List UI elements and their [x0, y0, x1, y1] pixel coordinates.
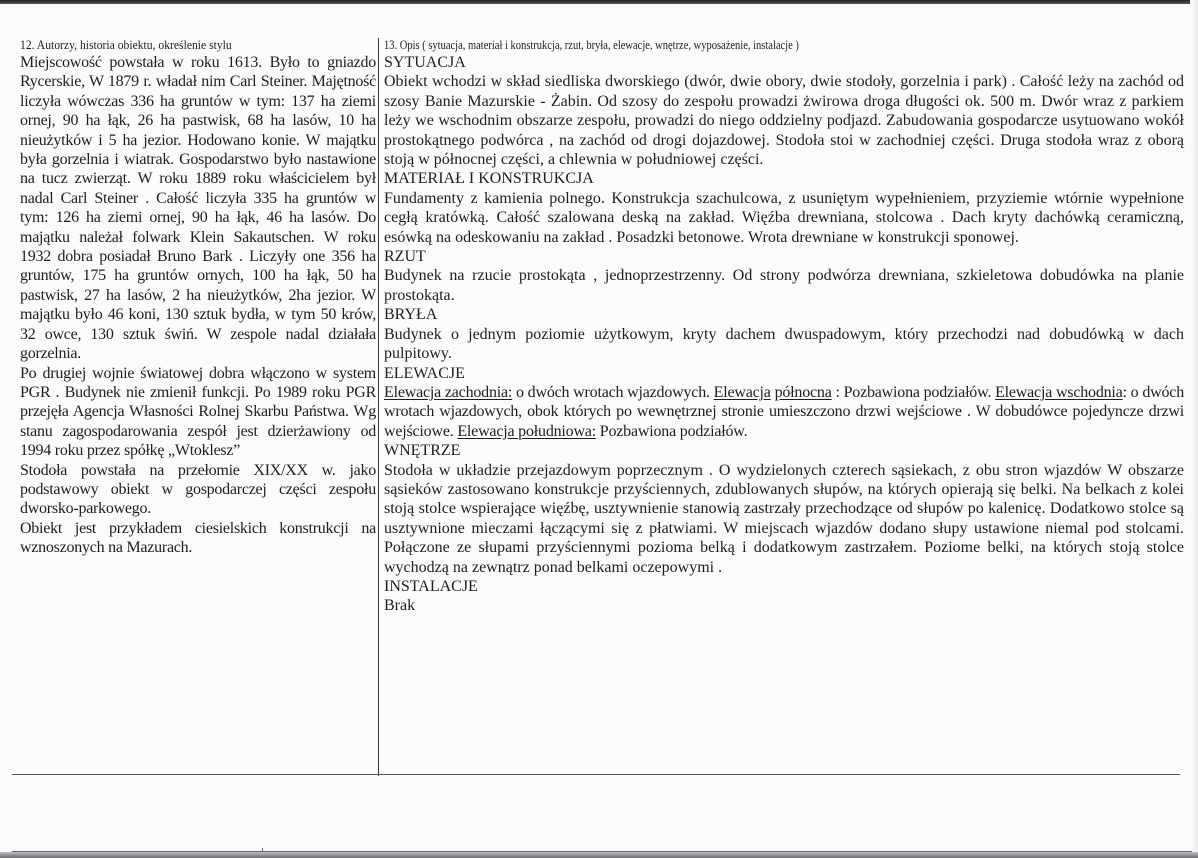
section-text-bryla: Budynek o jednym poziomie użytkowym, kryty dachem dwuspadowym, który przechodzi nad dobudówką w dach pulpitowy. — [384, 325, 1184, 363]
table-bottom-rule — [12, 774, 1180, 775]
section-title-bryla: BRYŁA — [384, 306, 438, 324]
elevation-west-label: Elewacja zachodnia: — [384, 383, 513, 401]
section-text-instalacje: Brak — [384, 597, 416, 615]
elevation-west-text: o dwóch wrotach wjazdowych. — [512, 383, 714, 401]
history-body — [20, 53, 376, 558]
section-title-instalacje: INSTALACJE — [384, 577, 478, 595]
history-paragraph: Miejscowość powstała w roku 1613. Było to gniazdo Rycerskie, W 1879 r. władał nim Carl Steiner. Majętność liczyła wówczas 336 ha gruntów w tym: 137 ha ziemi ornej, 90 ha łąk, 26 ha pastwisk, 68 ha lasów, 10 ha nieużytków i 5 ha jezior. Hodowano konie. W majątku była gorzelnia i wiatrak. Gospodarstwo było nastawione na tucz zwierząt. W roku 1889 roku właścicielem był nadal Carl Steiner . Całość liczyła 335 ha gruntów w tym: 126 ha ziemi ornej, 90 ha łąk, 46 ha lasów. Do majątku należał folwark Klein Sakautschen. W roku 1932 dobra posiadał Bruno Bark . Liczyły one 356 ha gruntów, 175 ha gruntów ornych, 100 ha łąk, 50 ha pastwisk, 27 ha lasów, 2 ha nieużytków, 2ha jezior. W majątku było 46 koni, 130 sztuk bydła, w tym 50 krów, 32 owce, 130 sztuk świń. W zespole nadal działała gorzelnia. — [20, 54, 376, 363]
elevation-south-text: Pozbawiona podziałów. — [595, 422, 748, 440]
scan-bottom-edge — [0, 852, 1198, 858]
description-body — [384, 53, 1184, 616]
elevation-east-label: Elewacja wschodnia — [995, 383, 1123, 401]
section-title-wnetrze: WNĘTRZE — [384, 442, 461, 460]
section-title-rzut: RZUT — [384, 248, 426, 266]
section-text-material: Fundamenty z kamienia polnego. Konstrukcja szachulcowa, z usuniętym wypełnieniem, przyziemie wtórnie wypełnione cegłą kratówką. Całość szalowana deską na zakład. Więźba drewniana, stolcowa . Dach kryty dachówką ceramiczną, esówką na odeskowaniu na zakład . Posadzki betonowe. Wrota drewniane w konstrukcji sponowej. — [384, 189, 1184, 246]
elevation-east-text: : o dwóch wrotach wjazdowych, obok których po wewnętrznej stronie umieszczono drzwi wejściowe . W dobudówce pojedyncze drzwi wejściowe. — [384, 383, 1184, 440]
history-heading: 12. Autorzy, historia obiektu, określenie stylu — [20, 38, 232, 52]
section-title-elewacje: ELEWACJE — [384, 364, 465, 382]
section-text-elewacje — [384, 383, 1184, 441]
section-title-material: MATERIAŁ I KONSTRUKCJA — [384, 170, 594, 188]
section-text-rzut: Budynek na rzucie prostokąta , jednoprzestrzenny. Od strony podwórza drewniana, szkieletowa dobudówka na planie prostokąta. — [384, 267, 1184, 304]
description-column — [384, 37, 1184, 616]
scan-top-edge — [0, 0, 1198, 4]
section-text-wnetrze: Stodoła w układzie przejazdowym poprzecznym . O wydzielonych czterech sąsiekach, z obu stron wjazdów W obszarze sąsieków zastosowano konstrukcje przyściennych, zdublowanych słupów, na których opierają się belki. Na belkach z kolei stoją stolce wspierające więźbę, usztywnienie stanowią zastrzały przechodzące od słupów po kalenicę. Dodatkowo stolce są usztywnione mieczami łączącymi się z płatwiami. W miejscach wjazdów dodano słupy ustawione niemal pod stolcami. Połączone ze słupami przyściennymi pozioma belką i dodatkowym zastrzałem. Poziome belki, na których stoją stolce wychodzą na zewnątrz ponad belkami oczepowymi . — [384, 461, 1184, 576]
history-paragraph: Obiekt jest przykładem ciesielskich konstrukcji na wznoszonych na Mazurach. — [20, 519, 376, 557]
history-paragraph: Po drugiej wojnie światowej dobra włączono w system PGR . Budynek nie zmienił funkcji. Po 1989 roku PGR przejęła Agencja Własności Rolnej Skarbu Państwa. Wg stanu zagospodarowania zespół jest dzierżawiony od 1994 roku przez spółkę „Wtoklesz” — [20, 364, 376, 460]
section-title-sytuacja: SYTUACJA — [384, 54, 466, 71]
scan-right-edge — [1190, 0, 1198, 858]
elevation-south-label: Elewacja południowa: — [457, 422, 596, 440]
history-paragraph: Stodoła powstała na przełomie XIX/XX w. jako podstawowy obiekt w gospodarczej części zespołu dworsko-parkowego. — [20, 461, 376, 518]
elevation-north-label-b: północna — [774, 383, 832, 401]
elevation-north-label-a: Elewacja — [713, 383, 771, 401]
elevation-north-text: : Pozbawiona podziałów. — [831, 383, 996, 401]
description-heading: 13. Opis ( sytuacja, materiał i konstrukcja, rzut, bryła, elewacje, wnętrze, wyposażenie, instalacje ) — [384, 38, 799, 52]
column-divider — [378, 38, 379, 776]
section-text-sytuacja: Obiekt wchodzi w skład siedliska dworskiego (dwór, dwie obory, dwie stodoły, gorzelnia i park) . Całość leży na zachód od szosy Banie Mazurskie - Żabin. Od szosy do zespołu prowadzi żwirowa droga długości ok. 500 m. Dwór wraz z parkiem leży we wschodnim obszarze zespołu, prowadzi do niego oddzielny podjazd. Zabudowania gospodarcze usytuowano wokół prostokątnego podwórca , na zachód od drogi dojazdowej. Stodoła stoi w zachodniej części. Druga stodoła wraz z oborą stoją w północnej części, a chlewnia w południowej części. — [384, 73, 1184, 169]
history-column — [20, 37, 376, 558]
